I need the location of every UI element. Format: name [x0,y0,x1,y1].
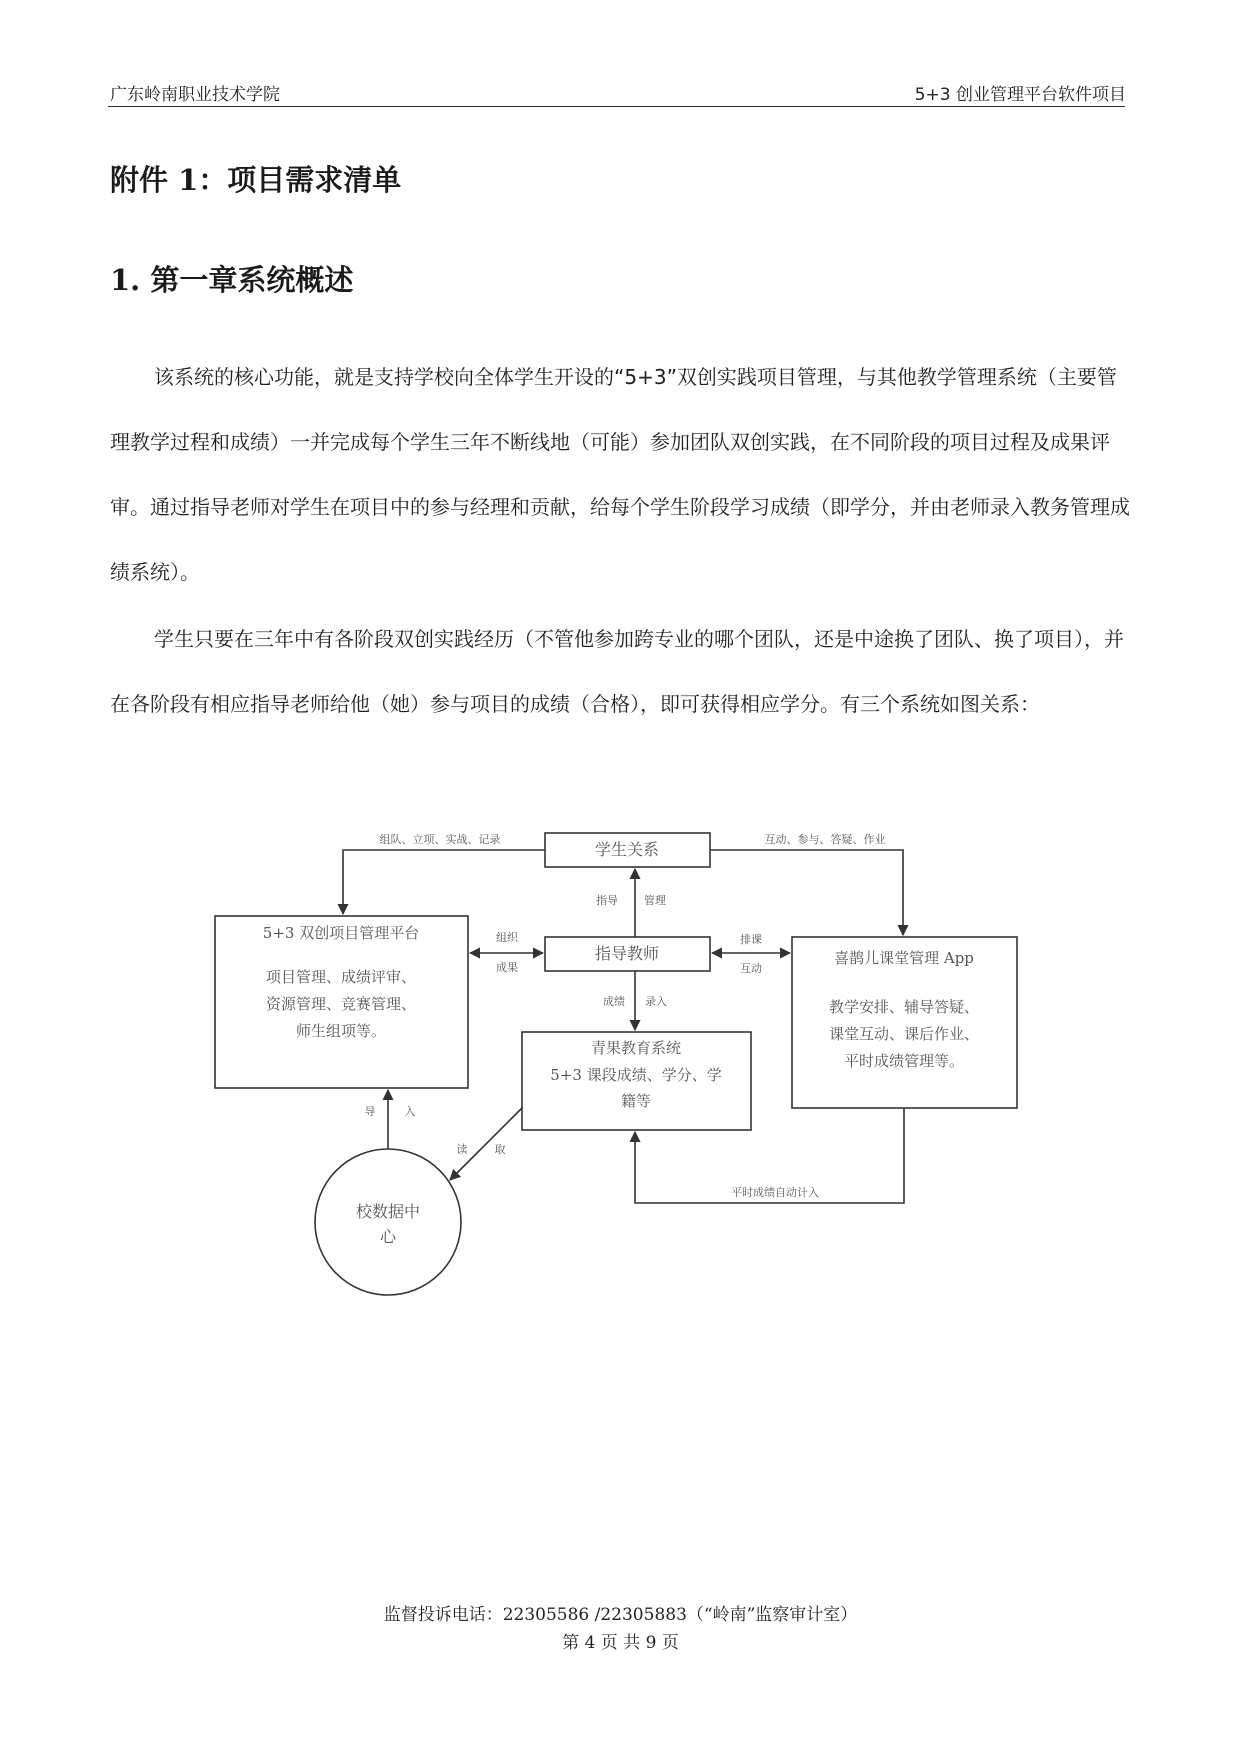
label-read-2: 取 [494,1143,506,1156]
paragraph-2: 学生只要在三年中有各阶段双创实践经历（不管他参加跨专业的哪个团队，还是中途换了团队、换了项目），并在各阶段有相应指导老师给他（她）参与项目的成绩（合格），即可获得相应学分。有三个系统如图关系： [110,627,1124,716]
label-auto: 平时成绩自动计入 [731,1186,819,1199]
platform-line-2: 资源管理、竞赛管理、 [265,995,417,1013]
label-interact-2: 互动 [740,962,762,975]
header-project: 5+3 创业管理平台软件项目 [914,85,1126,105]
app-line-1: 教学安排、辅导答疑、 [828,998,980,1016]
footer-page-number: 第 4 页 共 9 页 [562,1633,679,1653]
label-result: 成果 [496,961,518,974]
paragraph-1: 该系统的核心功能，就是支持学校向全体学生开设的“5+3”双创实践项目管理，与其他教学管理系统（主要管理教学过程和成绩）一并完成每个学生三年不断线地（可能）参加团队双创实践，在不同阶段的项目过程及成果评审。通过指导老师对学生在项目中的参与经理和贡献，给每个学生阶段学习成绩（即学分，并由老师录入教务管理成绩系统）。 [110,365,1130,584]
app-line-2: 课堂互动、课后作业、 [828,1025,980,1043]
label-read-1: 读 [456,1143,468,1156]
system-diagram [200,810,1030,1300]
label-manage: 管理 [644,894,666,907]
platform-title: 5+3 双创项目管理平台 [262,924,420,942]
page-title: 附件 1：项目需求清单 [110,163,402,197]
label-organize: 组织 [496,931,518,944]
platform-line-1: 项目管理、成绩评审、 [265,968,417,986]
arrow-student-app [710,850,903,935]
teacher-label: 指导教师 [594,944,660,963]
label-interact: 互动、参与、答疑、作业 [764,833,886,846]
label-enter: 录入 [645,995,667,1008]
edu-line-2: 籍等 [620,1092,652,1110]
label-grade: 成绩 [603,995,625,1008]
header-divider [108,106,1125,107]
label-guide: 指导 [596,894,618,907]
label-schedule: 排课 [740,933,762,946]
datacenter-circle [315,1149,461,1295]
datacenter-line-2: 心 [379,1227,397,1246]
platform-line-3: 师生组项等。 [295,1022,387,1040]
label-import-2: 入 [404,1105,416,1118]
datacenter-line-1: 校数据中 [355,1202,421,1221]
footer-complaint: 监督投诉电话：22305586 /22305883（“岭南”监察审计室） [383,1605,858,1625]
app-line-3: 平时成绩管理等。 [843,1052,965,1070]
edu-line-1: 5+3 课段成绩、学分、学 [550,1066,722,1084]
arrow-student-platform [343,850,545,914]
label-team: 组队、立项、实战、记录 [379,833,501,846]
section-title: 1. 第一章系统概述 [110,263,354,297]
edu-title: 青果教育系统 [590,1039,682,1057]
header-school: 广东岭南职业技术学院 [110,85,280,105]
label-import-1: 导 [364,1105,376,1118]
app-title: 喜鹊儿课堂管理 App [834,949,974,967]
student-label: 学生关系 [594,840,660,859]
